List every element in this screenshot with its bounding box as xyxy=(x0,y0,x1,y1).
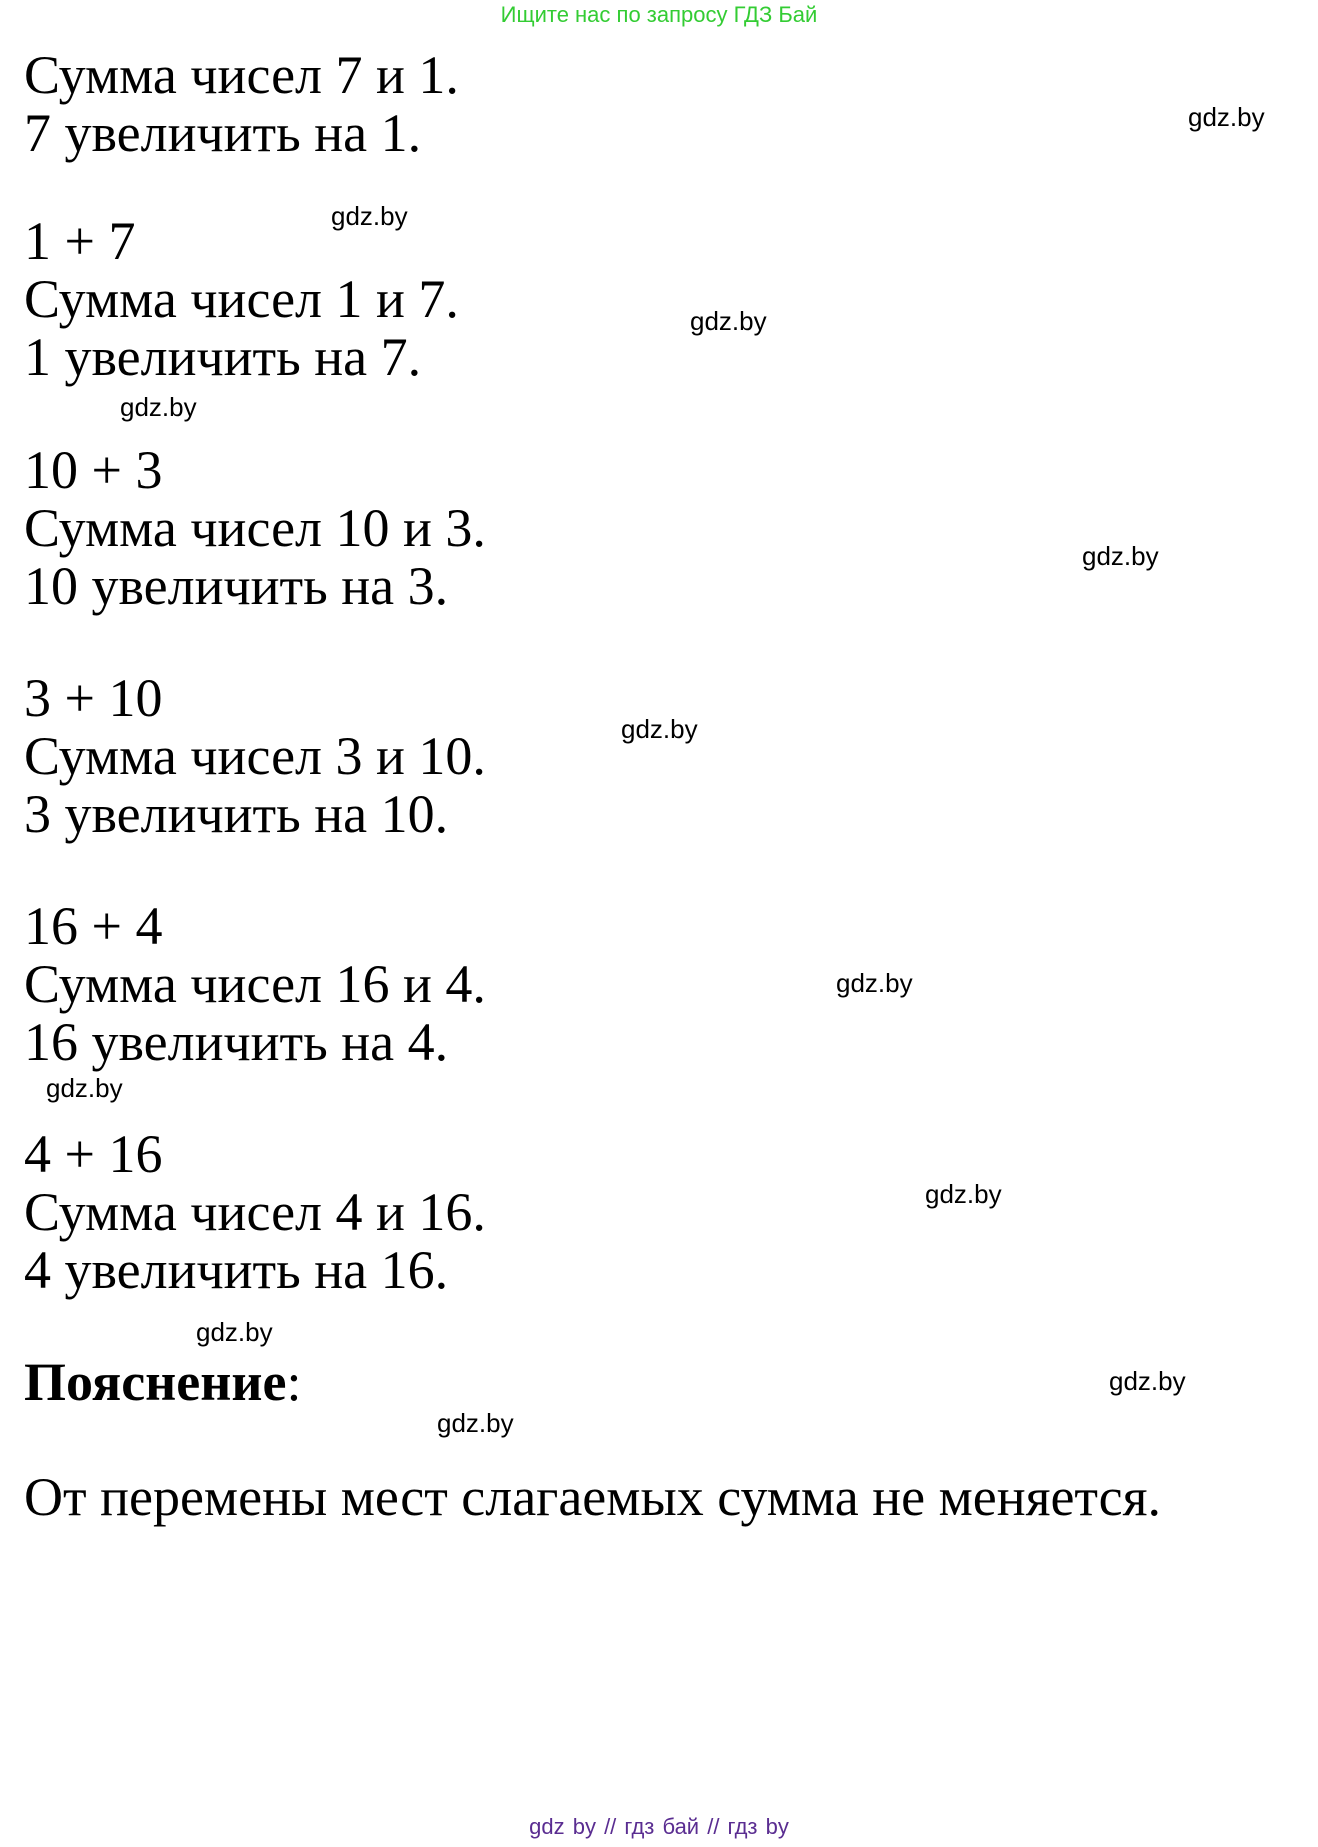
increase-line-5: 16 увеличить на 4. xyxy=(24,1012,449,1072)
sum-line-1: Сумма чисел 7 и 1. xyxy=(24,45,459,105)
explanation-heading-colon: : xyxy=(286,1352,302,1412)
watermark-6: gdz.by xyxy=(621,714,698,744)
watermark-4: gdz.by xyxy=(120,392,197,422)
increase-line-2: 1 увеличить на 7. xyxy=(24,327,422,387)
expression-5: 16 + 4 xyxy=(24,896,163,956)
expression-4: 3 + 10 xyxy=(24,668,163,728)
explanation-heading xyxy=(24,1352,302,1412)
watermark-7: gdz.by xyxy=(836,968,913,998)
sum-line-3: Сумма чисел 10 и 3. xyxy=(24,498,486,558)
increase-line-4: 3 увеличить на 10. xyxy=(24,784,449,844)
footer-links[interactable]: gdz by // гдз бай // гдз by xyxy=(529,1814,789,1839)
watermark-2: gdz.by xyxy=(331,201,408,231)
watermark-1: gdz.by xyxy=(1188,102,1265,132)
expression-6: 4 + 16 xyxy=(24,1124,163,1184)
sum-line-6: Сумма чисел 4 и 16. xyxy=(24,1182,486,1242)
watermark-11: gdz.by xyxy=(1109,1366,1186,1396)
sum-line-5: Сумма чисел 16 и 4. xyxy=(24,954,486,1014)
increase-line-6: 4 увеличить на 16. xyxy=(24,1240,449,1300)
increase-line-3: 10 увеличить на 3. xyxy=(24,556,449,616)
sum-line-4: Сумма чисел 3 и 10. xyxy=(24,726,486,786)
explanation-text: От перемены мест слагаемых сумма не меняется. xyxy=(24,1467,1161,1527)
increase-line-1: 7 увеличить на 1. xyxy=(24,103,422,163)
watermark-12: gdz.by xyxy=(437,1408,514,1438)
watermark-10: gdz.by xyxy=(196,1317,273,1347)
expression-2: 1 + 7 xyxy=(24,211,136,271)
search-hint-link[interactable]: Ищите нас по запросу ГДЗ Бай xyxy=(500,2,818,27)
explanation-heading-label: Пояснение xyxy=(24,1352,287,1412)
watermark-8: gdz.by xyxy=(46,1073,123,1103)
expression-3: 10 + 3 xyxy=(24,440,163,500)
watermark-9: gdz.by xyxy=(925,1179,1002,1209)
sum-line-2: Сумма чисел 1 и 7. xyxy=(24,269,459,329)
watermark-3: gdz.by xyxy=(690,306,767,336)
watermark-5: gdz.by xyxy=(1082,541,1159,571)
